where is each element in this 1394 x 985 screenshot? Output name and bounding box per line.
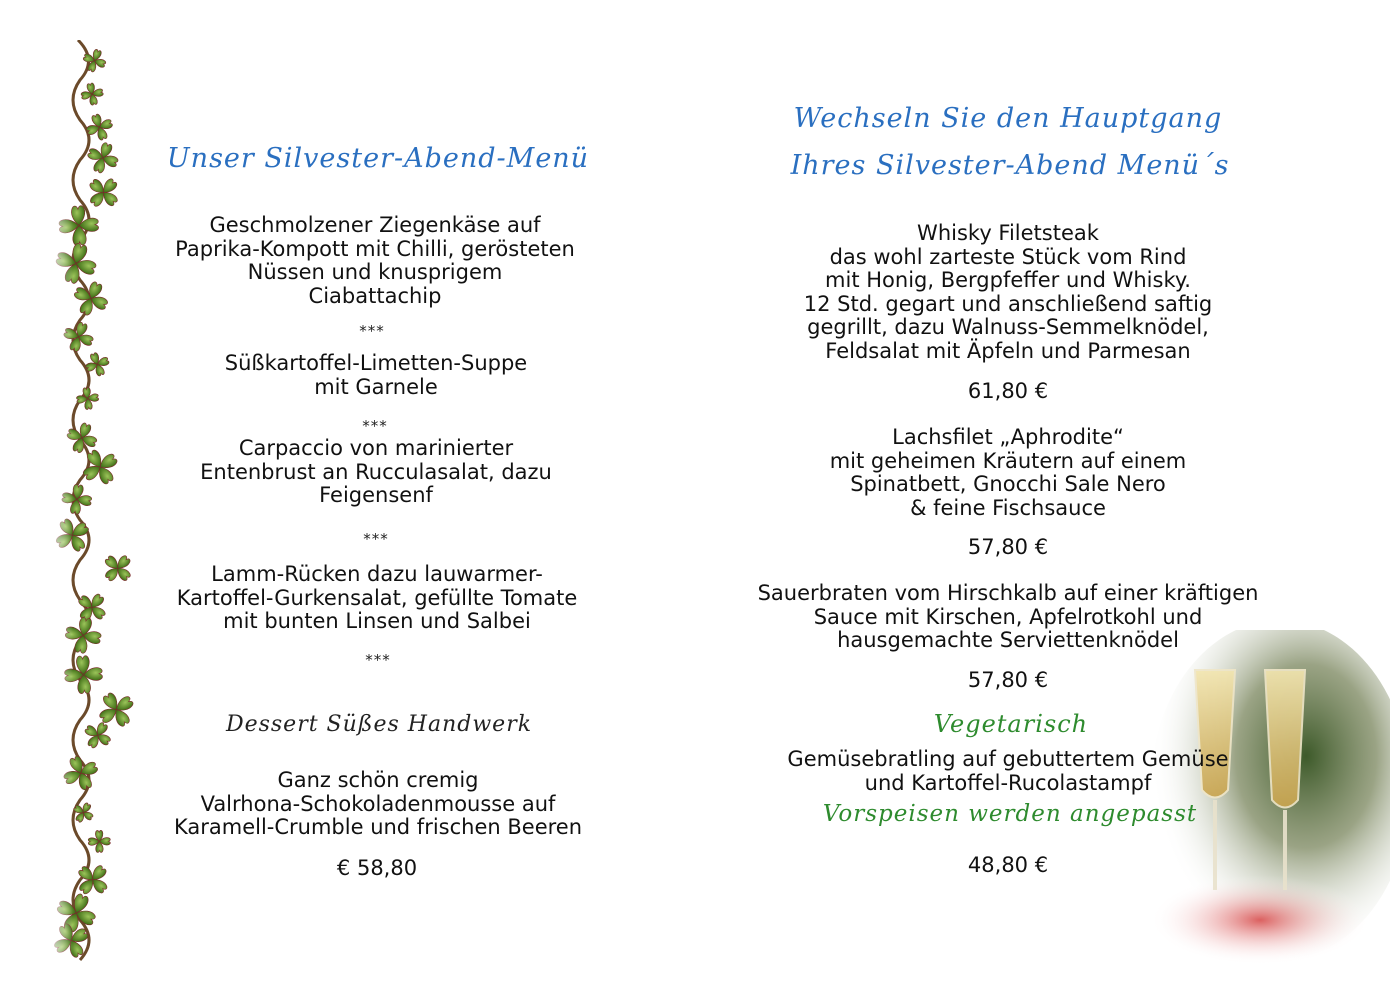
course-1: Geschmolzener Ziegenkäse auf Paprika-Kompott mit Chilli, gerösteten Nüssen und knusprigem Ciabattachip	[175, 213, 575, 308]
separator: ***	[363, 530, 389, 548]
dish-price: 57,80 €	[967, 535, 1049, 559]
dish-price: 57,80 €	[967, 668, 1049, 692]
separator: ***	[359, 322, 385, 340]
dish-whisky-filetsteak: Whisky Filetsteak das wohl zarteste Stück vom Rind mit Honig, Bergpfeffer und Whisky. 12 Std. gegart und anschließend saftig gegrillt, dazu Walnuss-Semmelknödel, Feldsalat mit Äpfeln und Parmesan	[803, 221, 1213, 363]
dish-price: 61,80 €	[967, 379, 1049, 403]
dessert: Ganz schön cremig Valrhona-Schokoladenmousse auf Karamell-Crumble und frischen Beeren	[173, 768, 583, 839]
course-4: Lamm-Rücken dazu lauwarmer- Kartoffel-Gurkensalat, gefüllte Tomate mit bunten Linsen und Salbei	[176, 562, 578, 633]
right-title-line-1: Wechseln Sie den Hauptgang	[793, 103, 1223, 134]
left-menu-title: Unser Silvester-Abend-Menü	[166, 143, 590, 174]
separator: ***	[362, 417, 388, 435]
right-title-line-2: Ihres Silvester-Abend Menü´s	[790, 150, 1230, 181]
dessert-heading: Dessert Süßes Handwerk	[225, 712, 533, 737]
clover-vine-decoration	[48, 40, 148, 970]
dish-lachsfilet: Lachsfilet „Aphrodite“ mit geheimen Kräutern auf einem Spinatbett, Gnocchi Sale Nero & feine Fischsauce	[829, 425, 1187, 520]
course-2: Süßkartoffel-Limetten-Suppe mit Garnele	[224, 351, 528, 399]
dish-gemuesebratling: Gemüsebratling auf gebuttertem Gemüse und Kartoffel-Rucolastampf	[787, 747, 1229, 795]
dish-price: 48,80 €	[967, 853, 1049, 877]
dish-sauerbraten: Sauerbraten vom Hirschkalb auf einer kräftigen Sauce mit Kirschen, Apfelrotkohl und hausgemachte Serviettenknödel	[757, 581, 1259, 652]
menu-price: € 58,80	[336, 856, 418, 880]
vegetarian-heading: Vegetarisch	[933, 710, 1089, 738]
vegetarian-note: Vorspeisen werden angepasst	[822, 801, 1198, 827]
course-3: Carpaccio von marinierter Entenbrust an Rucculasalat, dazu Feigensenf	[200, 436, 552, 507]
separator: ***	[365, 651, 391, 669]
